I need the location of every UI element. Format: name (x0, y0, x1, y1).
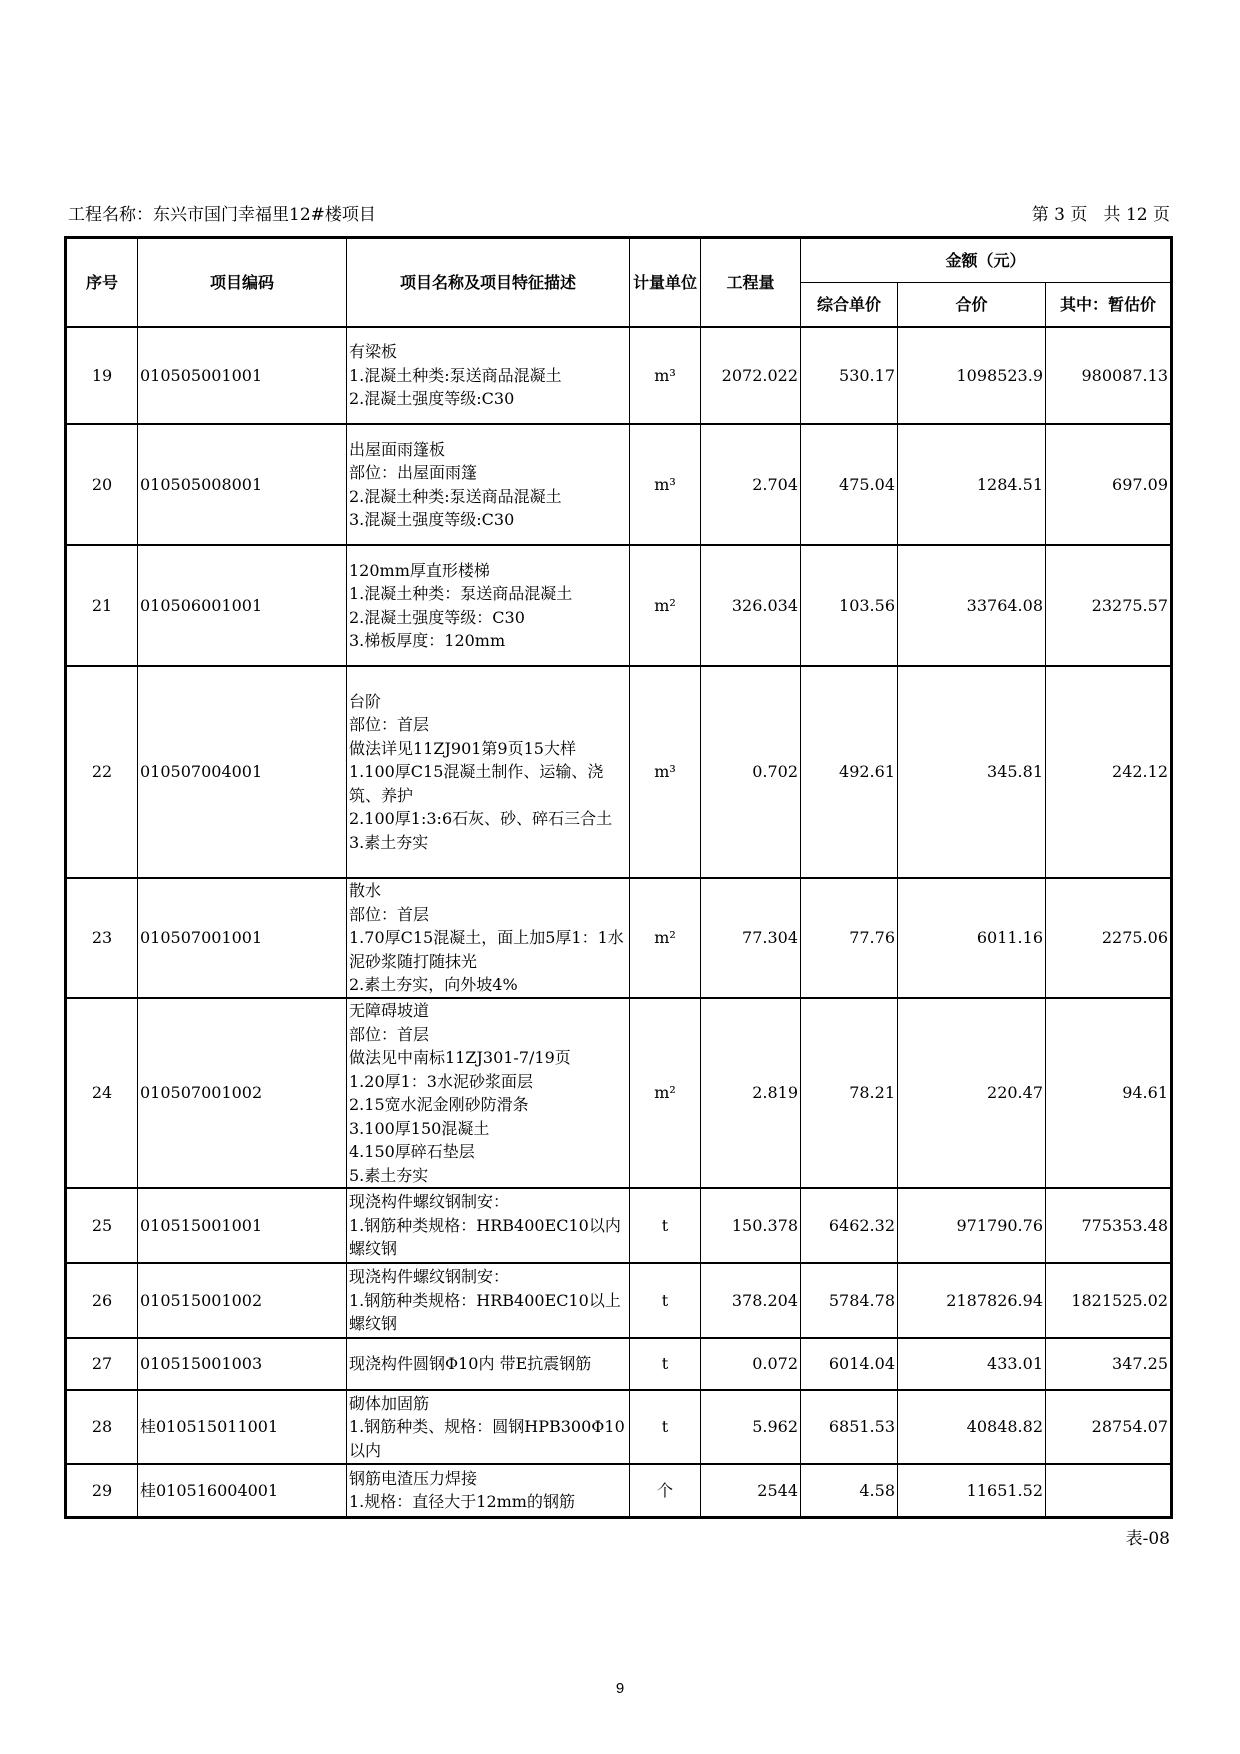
row-seq: 28 (66, 1390, 138, 1464)
row-code: 010505008001 (138, 424, 347, 545)
row-unit: m³ (630, 327, 701, 424)
row-unit: m³ (630, 666, 701, 878)
row-code: 010507001002 (138, 998, 347, 1188)
row-provisional: 697.09 (1046, 424, 1172, 545)
row-unit: m² (630, 998, 701, 1188)
row-total: 971790.76 (898, 1188, 1046, 1263)
row-total: 11651.52 (898, 1464, 1046, 1517)
row-description: 钢筋电渣压力焊接 1.规格：直径大于12mm的钢筋 (347, 1464, 630, 1517)
row-total: 33764.08 (898, 545, 1046, 666)
table-row (66, 1464, 1172, 1517)
row-total: 40848.82 (898, 1390, 1046, 1464)
row-unit-price: 6014.04 (801, 1338, 898, 1390)
row-total: 345.81 (898, 666, 1046, 878)
row-description: 现浇构件圆钢Φ10内 带E抗震钢筋 (347, 1338, 630, 1390)
header-qty: 工程量 (701, 238, 801, 328)
table-row (66, 666, 1172, 878)
row-unit: m² (630, 878, 701, 998)
row-provisional: 347.25 (1046, 1338, 1172, 1390)
row-provisional: 242.12 (1046, 666, 1172, 878)
row-code: 010515001003 (138, 1338, 347, 1390)
row-unit: t (630, 1338, 701, 1390)
header-unit: 计量单位 (630, 238, 701, 328)
row-seq: 22 (66, 666, 138, 878)
row-total: 2187826.94 (898, 1263, 1046, 1338)
row-unit-price: 530.17 (801, 327, 898, 424)
row-code: 桂010515011001 (138, 1390, 347, 1464)
row-seq: 23 (66, 878, 138, 998)
bill-of-quantities-table (64, 236, 1173, 1519)
row-provisional (1046, 1464, 1172, 1517)
row-quantity: 2.704 (701, 424, 801, 545)
row-code: 010507001001 (138, 878, 347, 998)
row-unit-price: 492.61 (801, 666, 898, 878)
row-unit: t (630, 1188, 701, 1263)
row-quantity: 326.034 (701, 545, 801, 666)
row-seq: 21 (66, 545, 138, 666)
row-quantity: 2544 (701, 1464, 801, 1517)
table-row (66, 327, 1172, 424)
row-unit-price: 77.76 (801, 878, 898, 998)
row-code: 010505001001 (138, 327, 347, 424)
header-seq: 序号 (66, 238, 138, 328)
row-description: 散水 部位：首层 1.70厚C15混凝土，面上加5厚1：1水泥砂浆随打随抹光 2.素土夯实，向外坡4% (347, 878, 630, 998)
row-provisional: 28754.07 (1046, 1390, 1172, 1464)
row-provisional: 980087.13 (1046, 327, 1172, 424)
table-row (66, 1390, 1172, 1464)
table-row (66, 545, 1172, 666)
row-unit-price: 6462.32 (801, 1188, 898, 1263)
page-number: 9 (615, 1680, 625, 1697)
row-quantity: 378.204 (701, 1263, 801, 1338)
row-unit: t (630, 1390, 701, 1464)
row-unit-price: 4.58 (801, 1464, 898, 1517)
row-description: 现浇构件螺纹钢制安： 1.钢筋种类规格：HRB400EC10以内螺纹钢 (347, 1188, 630, 1263)
row-description: 无障碍坡道 部位：首层 做法见中南标11ZJ301-7/19页 1.20厚1：3水泥砂浆面层 2.15宽水泥金刚砂防滑条 3.100厚150混凝土 4.150厚碎石垫层 5.素土夯实 (347, 998, 630, 1188)
row-seq: 20 (66, 424, 138, 545)
row-code: 010507004001 (138, 666, 347, 878)
row-unit: 个 (630, 1464, 701, 1517)
row-unit: m² (630, 545, 701, 666)
page-info: 第 3 页 共 12 页 (1031, 205, 1170, 225)
row-unit-price: 78.21 (801, 998, 898, 1188)
header-provisional: 其中：暂估价 (1046, 283, 1172, 328)
row-quantity: 150.378 (701, 1188, 801, 1263)
table-row (66, 878, 1172, 998)
row-seq: 26 (66, 1263, 138, 1338)
row-seq: 27 (66, 1338, 138, 1390)
row-total: 1098523.9 (898, 327, 1046, 424)
row-provisional: 775353.48 (1046, 1188, 1172, 1263)
row-unit-price: 6851.53 (801, 1390, 898, 1464)
row-description: 现浇构件螺纹钢制安： 1.钢筋种类规格：HRB400EC10以上螺纹钢 (347, 1263, 630, 1338)
row-quantity: 0.072 (701, 1338, 801, 1390)
row-code: 010506001001 (138, 545, 347, 666)
header-unit-price: 综合单价 (801, 283, 898, 328)
row-total: 220.47 (898, 998, 1046, 1188)
row-description: 120mm厚直形楼梯 1.混凝土种类：泵送商品混凝土 2.混凝土强度等级：C30 3.梯板厚度：120mm (347, 545, 630, 666)
row-quantity: 2072.022 (701, 327, 801, 424)
row-seq: 19 (66, 327, 138, 424)
row-quantity: 0.702 (701, 666, 801, 878)
row-unit-price: 5784.78 (801, 1263, 898, 1338)
project-name: 工程名称：东兴市国门幸福里12#楼项目 (68, 205, 376, 225)
row-provisional: 1821525.02 (1046, 1263, 1172, 1338)
row-description: 砌体加固筋 1.钢筋种类、规格：圆钢HPB300Φ10以内 (347, 1390, 630, 1464)
row-unit: m³ (630, 424, 701, 545)
row-seq: 25 (66, 1188, 138, 1263)
row-provisional: 94.61 (1046, 998, 1172, 1188)
row-total: 433.01 (898, 1338, 1046, 1390)
row-description: 台阶 部位：首层 做法详见11ZJ901第9页15大样 1.100厚C15混凝土制作、运输、浇筑、养护 2.100厚1:3:6石灰、砂、碎石三合土 3.素土夯实 (347, 666, 630, 878)
row-unit-price: 475.04 (801, 424, 898, 545)
row-quantity: 2.819 (701, 998, 801, 1188)
header-amount: 金额（元） (801, 238, 1172, 283)
header-name: 项目名称及项目特征描述 (347, 238, 630, 328)
row-code: 桂010516004001 (138, 1464, 347, 1517)
row-description: 有梁板 1.混凝土种类:泵送商品混凝土 2.混凝土强度等级:C30 (347, 327, 630, 424)
header-total: 合价 (898, 283, 1046, 328)
row-seq: 29 (66, 1464, 138, 1517)
row-total: 6011.16 (898, 878, 1046, 998)
row-code: 010515001002 (138, 1263, 347, 1338)
table-row (66, 1338, 1172, 1390)
row-quantity: 5.962 (701, 1390, 801, 1464)
row-description: 出屋面雨篷板 部位：出屋面雨篷 2.混凝土种类:泵送商品混凝土 3.混凝土强度等级:C30 (347, 424, 630, 545)
row-total: 1284.51 (898, 424, 1046, 545)
row-provisional: 2275.06 (1046, 878, 1172, 998)
row-quantity: 77.304 (701, 878, 801, 998)
row-code: 010515001001 (138, 1188, 347, 1263)
header-code: 项目编码 (138, 238, 347, 328)
table-number: 表-08 (1125, 1529, 1170, 1549)
table-row (66, 424, 1172, 545)
row-unit-price: 103.56 (801, 545, 898, 666)
row-provisional: 23275.57 (1046, 545, 1172, 666)
table-row (66, 998, 1172, 1188)
table-row (66, 1188, 1172, 1263)
row-unit: t (630, 1263, 701, 1338)
table-row (66, 1263, 1172, 1338)
row-seq: 24 (66, 998, 138, 1188)
